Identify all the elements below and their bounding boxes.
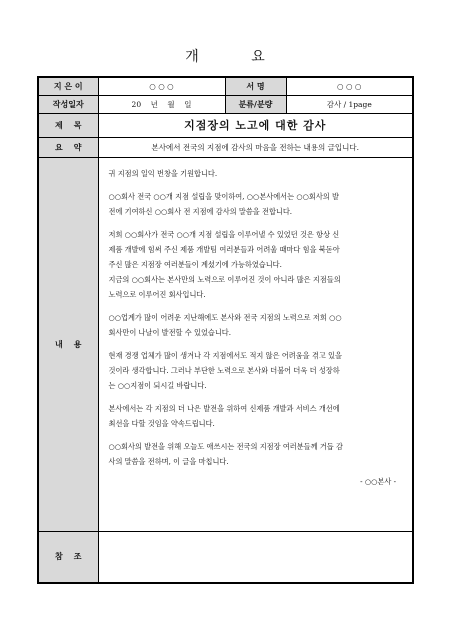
- paragraph-5: [109, 348, 403, 393]
- paragraph-line: 노력으로 이루어진 회사입니다.: [108, 289, 206, 299]
- paragraph-line: 사의 말씀을 전하며, 이 글을 마칩니다.: [108, 456, 229, 466]
- date-label: 작성일자: [38, 95, 98, 113]
- page-title: 개 요: [185, 49, 289, 65]
- paragraph-line: 귀 지점의 일익 번창을 기원합니다.: [108, 168, 218, 178]
- paragraph-6: [109, 401, 403, 431]
- reference-row: [38, 531, 413, 583]
- summary-label: 요 약: [38, 137, 98, 157]
- signature-label: 서 명: [225, 77, 286, 95]
- paragraph-line: ○○업계가 많이 어려운 지난해에도 본사와 전국 지점의 노력으로 저희 ○○: [108, 312, 342, 322]
- reference-label: 참 조: [38, 531, 98, 583]
- paragraph-line: ○○회사의 발전을 위해 오늘도 애쓰시는 전국의 지점장 여러분들께 거듭 감: [108, 441, 343, 451]
- author-value: ○ ○ ○: [98, 77, 225, 95]
- subject-value: 지점장의 노고에 대한 감사: [98, 113, 413, 137]
- category-label: 분류/분량: [225, 95, 286, 113]
- paragraph-2: [109, 189, 403, 219]
- date-value: 20 년 월 일: [98, 95, 225, 113]
- content-label: 내 용: [38, 157, 98, 531]
- paragraph-line: 본사에서는 각 지점의 더 나은 발전을 위하여 신제품 개발과 서비스 개선에: [108, 403, 340, 413]
- paragraph-4: [109, 310, 403, 340]
- paragraph-7: [109, 439, 403, 469]
- sender-signature: - ○○본사 -: [360, 476, 396, 486]
- summary-value: 본사에서 전국의 지점에 감사의 마음을 전하는 내용의 글입니다.: [98, 137, 413, 157]
- paragraph-line: 지금의 ○○회사는 본사만의 노력으로 이루어진 것이 아니라 많은 지점들의: [108, 274, 341, 284]
- paragraph-3: [109, 227, 403, 302]
- reference-value[interactable]: [98, 531, 413, 583]
- subject-row: [38, 113, 413, 137]
- signature-value: ○ ○ ○: [286, 77, 413, 95]
- paragraph-line: 전에 기여하신 ○○회사 전 지점에 감사의 말씀을 전합니다.: [108, 206, 293, 216]
- summary-row: [38, 137, 413, 157]
- content-body: [98, 157, 413, 531]
- author-label: 지 은 이: [38, 77, 98, 95]
- paragraph-line: ○○회사 전국 ○○개 지점 설립을 맞이하여, ○○본사에서는 ○○회사의 발: [108, 191, 339, 201]
- paragraph-line: 제품 개발에 힘써 주신 제품 개발팀 여러분들과 어려울 때마다 힘을 북돋아: [108, 244, 340, 254]
- paragraph-line: 회사만이 나날이 발전할 수 있었습니다.: [108, 327, 232, 337]
- paragraph-1: [109, 166, 403, 181]
- paragraph-line: 것이라 생각합니다. 그러나 부단한 노력으로 본사와 더불어 더욱 더 성장하: [108, 365, 340, 375]
- paragraph-line: 최선을 다할 것임을 약속드립니다.: [108, 418, 215, 428]
- author-row: [38, 77, 413, 95]
- date-row: [38, 95, 413, 113]
- paragraph-line: 주신 많은 지점장 여러분들이 계셨기에 가능하였습니다.: [108, 259, 282, 269]
- category-value: 감사 / 1page: [286, 95, 413, 113]
- paragraph-line: 는 ○○지점이 되시길 바랍니다.: [108, 380, 207, 390]
- subject-label: 제 목: [38, 113, 98, 137]
- paragraph-line: 저희 ○○회사가 전국 ○○개 지점 설립을 이루어낼 수 있었던 것은 항상 신: [108, 229, 340, 239]
- paragraph-line: 현재 경쟁 업체가 많이 생겨나 각 지점에서도 적지 않은 어려움을 겪고 있을: [108, 350, 342, 360]
- content-row: [38, 157, 413, 531]
- overview-form-table: [37, 76, 414, 584]
